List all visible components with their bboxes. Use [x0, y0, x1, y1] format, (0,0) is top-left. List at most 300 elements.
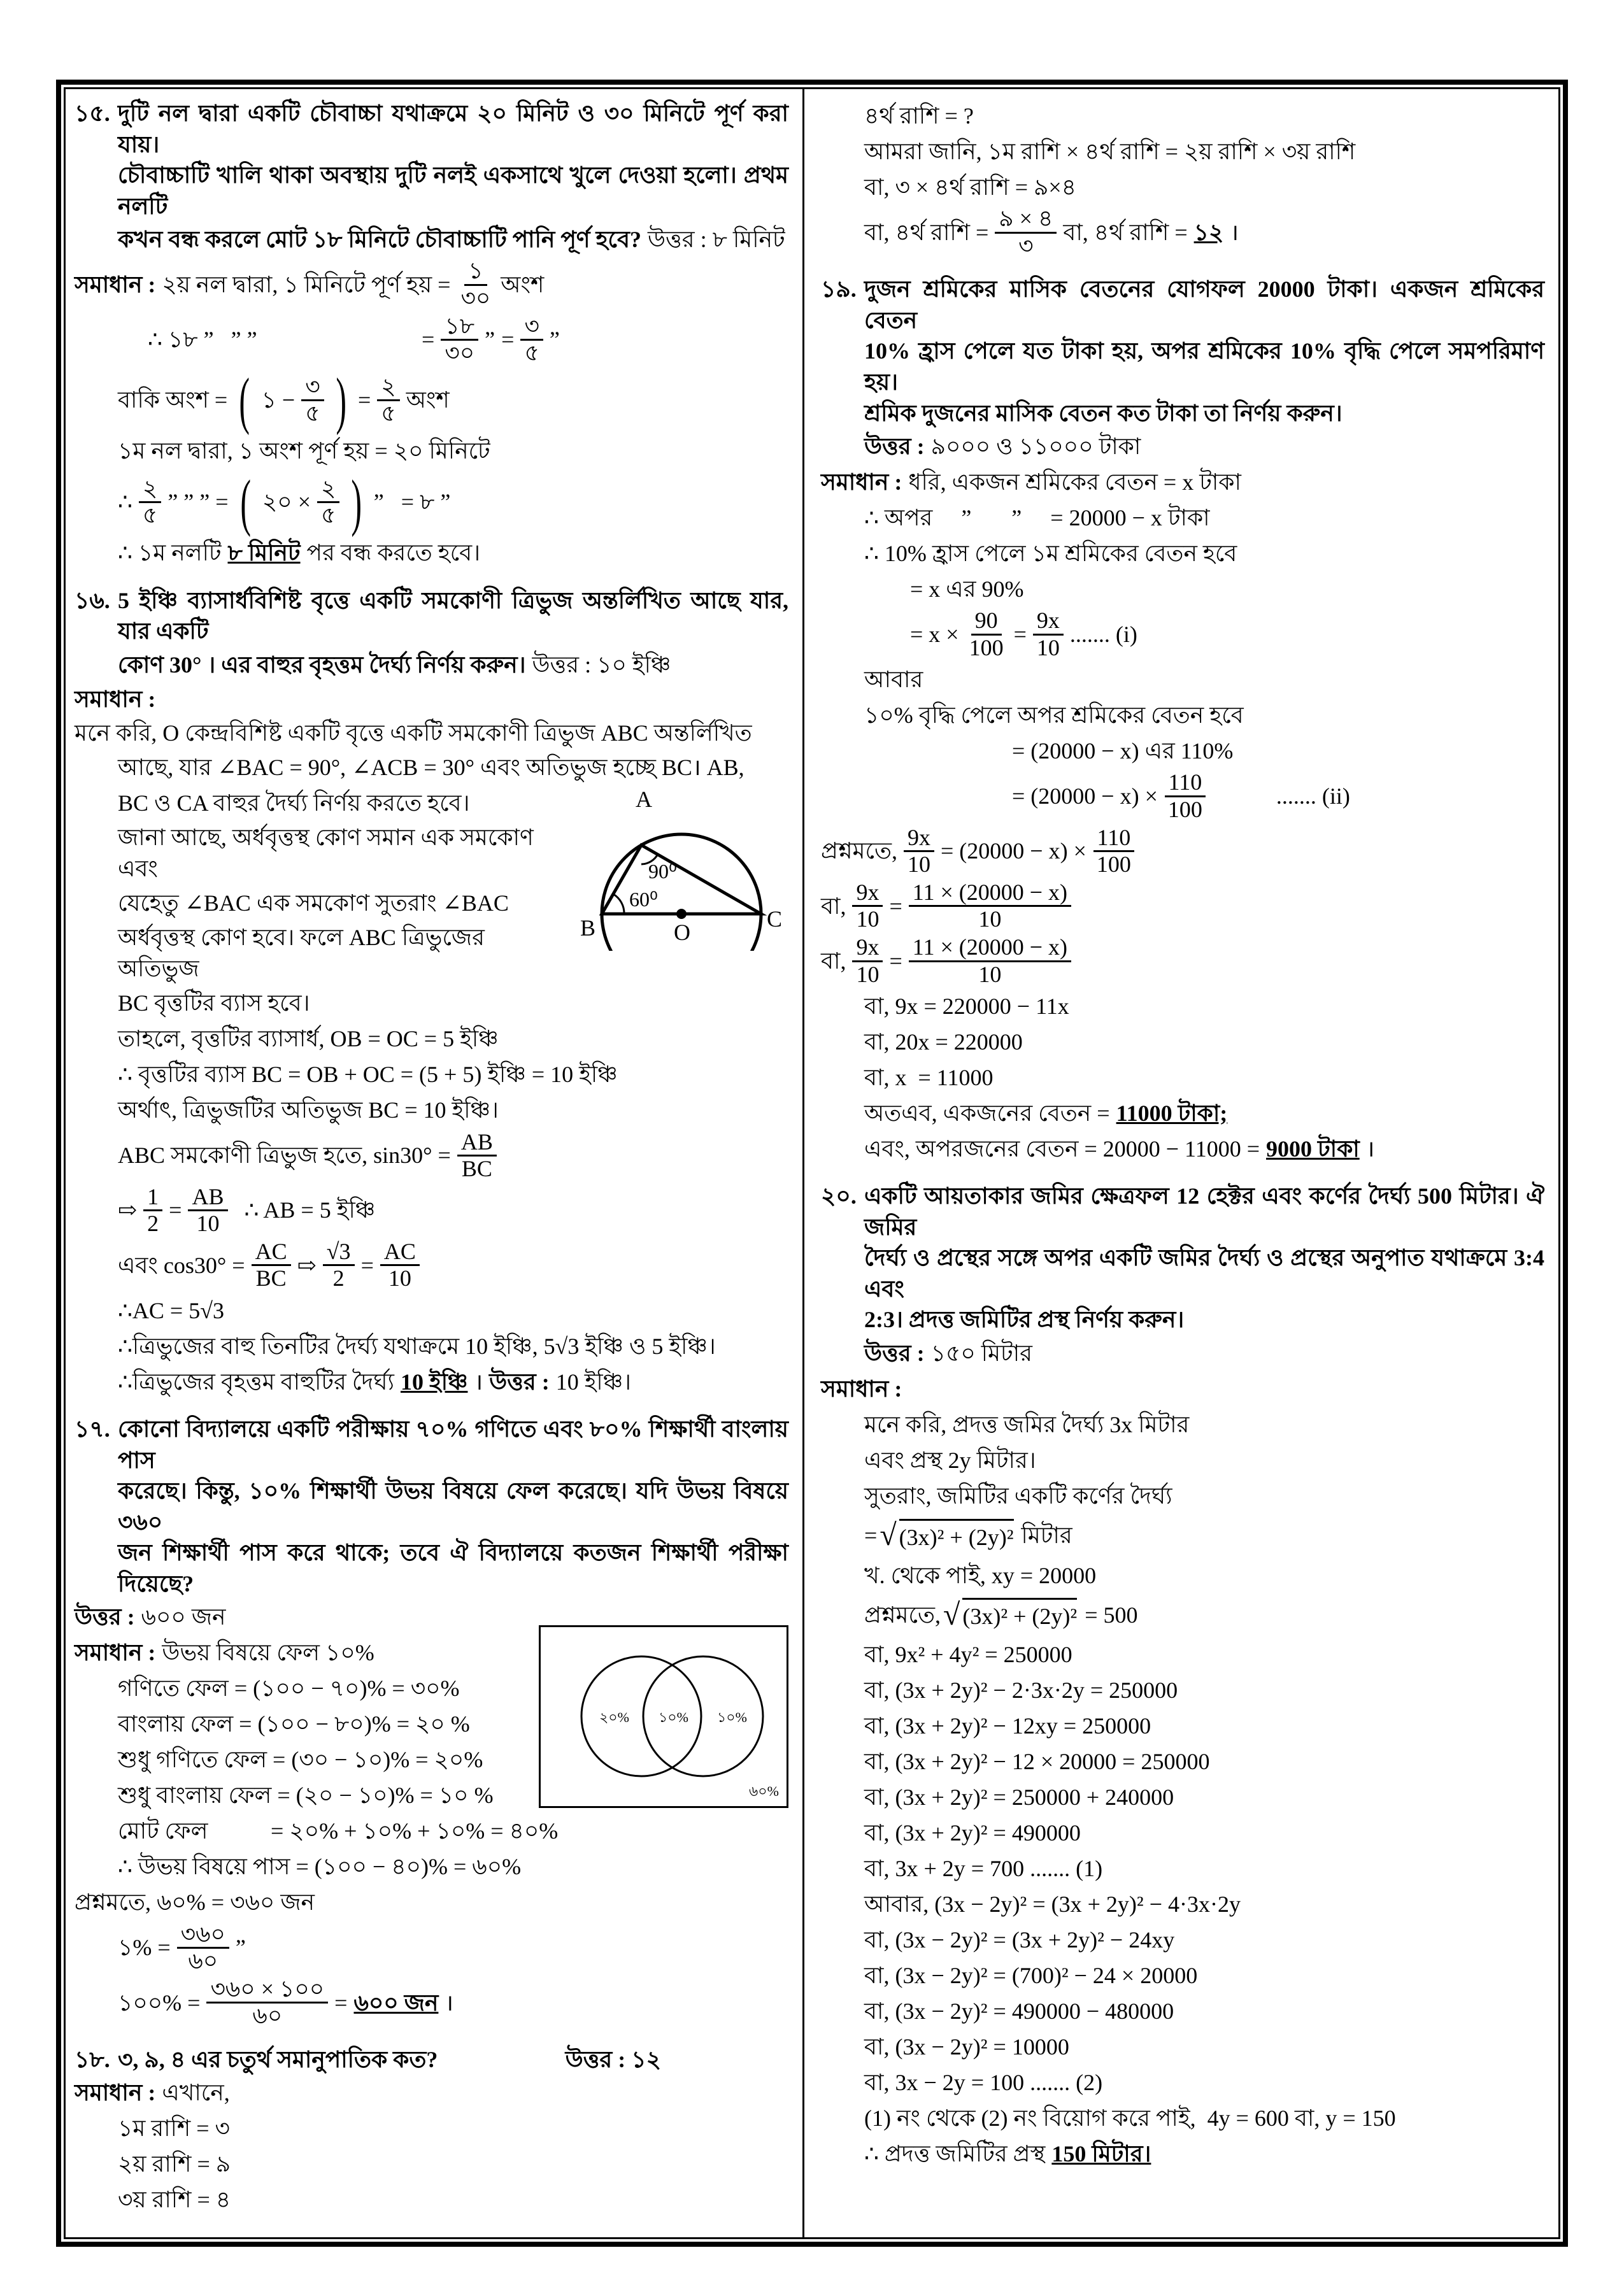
text: আছে, যার ∠BAC = 90°, ∠ACB = 30° এবং অতিভুজ হচ্ছে BC। AB, — [118, 754, 744, 780]
solution-line — [821, 571, 1544, 607]
solution-line — [821, 1780, 1544, 1816]
solution-line — [821, 2065, 1544, 2101]
solution-line — [821, 1637, 1544, 1673]
text: বা, (3x + 2y)² = 490000 — [864, 1820, 1081, 1846]
text: মনে করি, প্রদত্ত জমির দৈর্ঘ্য 3x মিটার — [864, 1411, 1190, 1437]
solution-line — [75, 434, 788, 469]
question-text: কোণ 30° । এর বাহুর বৃহত্তম দৈর্ঘ্য নির্ণয় করুন। — [118, 651, 526, 678]
text: ১% = — [118, 1935, 171, 1961]
solution-line — [118, 921, 568, 985]
fraction: $\frac{110}{100}$ — [1093, 825, 1135, 878]
text: বা, — [821, 948, 846, 974]
solution-line — [821, 1593, 1544, 1637]
solution-line — [75, 1328, 788, 1364]
solution-line — [75, 1707, 529, 1742]
solution-line — [821, 824, 1544, 879]
text: = x এর 90% — [910, 576, 1024, 602]
solution-line — [821, 500, 1544, 536]
solution-line — [75, 1364, 788, 1400]
question-body — [118, 585, 788, 683]
text: বা, (3x + 2y)² − 2·3x·2y = 250000 — [864, 1677, 1178, 1704]
text: জানা আছে, অর্ধবৃত্তস্থ কোণ সমান এক সমকোণ এবং — [118, 825, 534, 881]
question-18 — [75, 2044, 788, 2075]
fraction: $\frac{AB}{10}$ — [188, 1185, 227, 1237]
venn-label-right: ১০% — [717, 1709, 747, 1725]
text: ধরি, একজন শ্রমিকের বেতন = x টাকা — [908, 469, 1241, 495]
solution-line — [821, 733, 1544, 769]
text: ” = ৮ ” — [373, 489, 451, 515]
text: মিটার — [1021, 1523, 1072, 1549]
fraction: $\frac{৩৬০ \times ১০০}{৬০}$ — [206, 1977, 328, 2029]
solution-with-diagram — [75, 785, 788, 1021]
text: বা, ৪র্থ রাশি = — [864, 219, 989, 245]
question-text: 10% হ্রাস পেলে যত টাকা হয়, অপর শ্রমিকের 10% বৃদ্ধি পেলে সমপরিমাণ হয়। — [864, 338, 1544, 395]
question-text: দুজন শ্রমিকের মাসিক বেতনের যোগফল 20000 টাকা। একজন শ্রমিকের বেতন — [864, 276, 1544, 333]
text: বাংলায় ফেল = (১০০ − ৮০)% = ২০ % — [118, 1711, 470, 1737]
text: ১০% বৃদ্ধি পেলে অপর শ্রমিকের বেতন হবে — [864, 702, 1244, 729]
solution-line — [821, 662, 1544, 697]
solution-line — [821, 1407, 1544, 1442]
solution-line — [821, 1744, 1544, 1780]
text: বা, ৩ × ৪র্থ রাশি = ৯×৪ — [864, 174, 1077, 200]
text: ২য় নল দ্বারা, ১ মিনিটে পূর্ণ হয় = — [162, 272, 451, 298]
question-body — [118, 2044, 788, 2075]
text: ∴ত্রিভুজের বাহু তিনটির দৈর্ঘ্য যথাক্রমে 10 ইঞ্চি, 5√3 ইঞ্চি ও 5 ইঞ্চি। — [118, 1333, 716, 1359]
question-text: দৈর্ঘ্য ও প্রস্থের সঙ্গে অপর একটি জমির দৈর্ঘ্য ও প্রস্থের অনুপাত যথাক্রমে 3:4 এবং — [864, 1245, 1544, 1302]
solution-line — [75, 1057, 788, 1093]
text: ∴ বৃত্তটির ব্যাস BC = OB + OC = (5 + 5) ইঞ্চি = 10 ইঞ্চি — [118, 1062, 618, 1088]
question-text: 2:3। প্রদত্ত জমিটির প্রস্থ নির্ণয় করুন। — [864, 1307, 1185, 1333]
text: ∴ AB = 5 ইঞ্চি — [244, 1197, 376, 1223]
text: । — [1230, 219, 1239, 245]
answer-line — [864, 1335, 1544, 1371]
sqrt-icon: √ — [943, 1597, 960, 1632]
underlined-result: 150 মিটার। — [1051, 2141, 1151, 2167]
text: আমরা জানি, ১ম রাশি × ৪র্থ রাশি = ২য় রাশি × ৩য় রাশি — [864, 138, 1356, 164]
solution-line — [75, 1885, 788, 1921]
text: বা, (3x − 2y)² = (3x + 2y)² − 24xy — [864, 1927, 1175, 1953]
underlined-result: 11000 টাকা; — [1116, 1100, 1228, 1126]
text: মোট ফেল — [118, 1818, 208, 1844]
answer-label: উত্তর : — [489, 1369, 550, 1395]
text: = x × — [910, 621, 959, 647]
text: এখানে, — [162, 2080, 230, 2106]
text: এবং, অপরজনের বেতন = 20000 − 11000 = — [864, 1135, 1260, 1162]
text: ....... (i) — [1069, 621, 1137, 647]
fraction: $\frac{২}{৫}$ — [377, 374, 399, 427]
text: বা, (3x + 2y)² − 12xy = 250000 — [864, 1713, 1151, 1739]
solution-line — [75, 1635, 529, 1671]
solution-line — [75, 1021, 788, 1057]
fraction: $\frac{9x}{10}$ — [904, 825, 934, 878]
fraction: $\frac{11 \times (20000 - x)}{10}$ — [909, 880, 1071, 932]
answer: ৬০০ জন — [141, 1604, 226, 1630]
solution-line — [821, 697, 1544, 733]
question-text: একটি আয়তাকার জমির ক্ষেত্রফল 12 হেক্টর এবং কর্ণের দৈর্ঘ্য 500 মিটার। ঐ জমির — [864, 1183, 1544, 1240]
text: শুধু বাংলায় ফেল = (২০ − ১০)% = ১০ % — [118, 1783, 494, 1809]
text: ৩য় রাশি = ৪ — [118, 2187, 231, 2213]
solution-line — [75, 1183, 788, 1238]
solution-line — [75, 1238, 788, 1293]
question-body — [864, 1181, 1544, 1371]
answer-line — [864, 429, 1544, 464]
question-text — [118, 647, 788, 683]
solution-line — [821, 1816, 1544, 1851]
text: প্রশ্নমতে, — [864, 1602, 941, 1628]
text: = — [1013, 621, 1027, 647]
text: অর্ধবৃত্তস্থ কোণ হবে। ফলে ABC ত্রিভুজের অতিভুজ — [118, 925, 485, 981]
text: ∴ত্রিভুজের বৃহত্তম বাহুটির দৈর্ঘ্য — [118, 1369, 394, 1395]
text: সুতরাং, জমিটির একটি কর্ণের দৈর্ঘ্য — [864, 1483, 1172, 1509]
solution-line — [821, 1958, 1544, 1994]
answer: উত্তর : ১২ — [565, 2047, 661, 2072]
label-b: B — [580, 915, 596, 941]
text: বা, (3x − 2y)² = 10000 — [864, 2034, 1069, 2060]
solution-line — [118, 986, 568, 1021]
text: বা, (3x − 2y)² = 490000 − 480000 — [864, 1998, 1174, 2025]
solution-line — [118, 885, 568, 921]
solution-line — [821, 2030, 1544, 2065]
text: = — [169, 1197, 182, 1223]
fraction: $\frac{AC}{BC}$ — [252, 1239, 291, 1292]
text: = — [360, 1252, 374, 1278]
text: অর্থাৎ, ত্রিভুজটির অতিভুজ BC = 10 ইঞ্চি। — [118, 1097, 499, 1123]
text: পর বন্ধ করতে হবে। — [306, 540, 481, 566]
solution-line — [821, 1371, 1544, 1407]
solution-line — [821, 1994, 1544, 2030]
page-border-inner — [64, 87, 1560, 2239]
text: ” — [485, 327, 495, 353]
text: তাহলে, বৃত্তটির ব্যাসার্ধ, OB = OC = 5 ইঞ্চি — [118, 1026, 499, 1052]
text: = — [501, 327, 515, 353]
text: ” — [549, 327, 560, 353]
solution-label: সমাধান : — [75, 1640, 156, 1666]
fraction: $\frac{AC}{10}$ — [380, 1239, 420, 1292]
solution-line — [75, 1093, 788, 1128]
question-text: কোনো বিদ্যালয়ে একটি পরীক্ষায় ৭০% গণিতে এবং ৮০% শিক্ষার্থী বাংলায় পাস — [118, 1416, 788, 1473]
text: = (20000 − x) × — [941, 838, 1086, 864]
question-19 — [821, 274, 1544, 464]
text: বা, (3x + 2y)² = 250000 + 240000 — [864, 1784, 1174, 1811]
answer-line — [75, 1600, 529, 1635]
text: ∴ প্রদত্ত জমিটির প্রস্থ — [864, 2141, 1046, 2167]
text: বা, x = 11000 — [864, 1064, 994, 1090]
solution-line — [821, 1478, 1544, 1514]
solution-line — [821, 879, 1544, 934]
fraction: $\frac{AB}{BC}$ — [457, 1130, 497, 1182]
underlined-result: 9000 টাকা — [1266, 1135, 1360, 1162]
text: বাকি অংশ = — [118, 387, 228, 413]
fraction: $\frac{11 \times (20000 - x)}{10}$ — [909, 935, 1071, 987]
fraction: $\frac{110}{100}$ — [1164, 770, 1206, 822]
solution-with-venn — [75, 1600, 788, 1814]
text: শুধু গণিতে ফেল = (৩০ − ১০)% = ২০% — [118, 1747, 483, 1773]
text: প্রশ্নমতে, — [821, 838, 897, 864]
center-point — [676, 909, 687, 919]
solution-line — [821, 988, 1544, 1024]
answer: ৯০০০ ও ১১০০০ টাকা — [930, 433, 1141, 459]
solution-line — [75, 1128, 788, 1183]
solution-line — [821, 1442, 1544, 1478]
solution-line — [821, 134, 1544, 169]
text: । — [445, 1990, 454, 2016]
solution-line — [821, 169, 1544, 205]
fraction: $\frac{90}{100}$ — [969, 608, 1004, 660]
solution-line — [821, 1673, 1544, 1709]
sqrt-icon: √ — [880, 1518, 897, 1553]
paren: ( — [239, 364, 250, 436]
question-number: ১৭. — [75, 1416, 110, 1442]
venn-label-outside: ৬০% — [749, 1783, 779, 1799]
text: গণিতে ফেল = (১০০ − ৭০)% = ৩০% — [118, 1676, 460, 1702]
text: বা, 20x = 220000 — [864, 1029, 1023, 1055]
solution-text-block — [118, 785, 568, 1021]
question-text: দুটি নল দ্বারা একটি চৌবাচ্চা যথাক্রমে ২০ মিনিট ও ৩০ মিনিটে পূর্ণ করা যায়। — [118, 101, 788, 157]
text: । — [1365, 1135, 1375, 1162]
underlined-result: ৮ মিনিট — [227, 540, 301, 566]
solution-line — [821, 1060, 1544, 1095]
solution-line — [821, 934, 1544, 988]
radicand: (3x)² + (2y)² — [962, 1598, 1077, 1632]
solution-label: সমাধান : — [821, 469, 902, 495]
question-15 — [75, 98, 788, 257]
solution-line — [821, 1558, 1544, 1593]
text: ১ম নল দ্বারা, ১ অংশ পূর্ণ হয় = ২০ মিনিটে — [118, 438, 490, 464]
solution-line — [821, 464, 1544, 500]
fraction: $\frac{২}{৫}$ — [139, 476, 161, 529]
solution-label: সমাধান : — [821, 1376, 902, 1402]
text: ∴ — [118, 489, 132, 515]
solution-line — [75, 536, 788, 571]
question-text: ৩, ৯, ৪ এর চতুর্থ সমানুপাতিক কত? — [118, 2047, 438, 2072]
question-text: চৌবাচ্চাটি খালি থাকা অবস্থায় দুটি নলই একসাথে খুলে দেওয়া হলো। প্রথম নলটি — [118, 162, 788, 219]
text: ৪র্থ রাশি = ? — [864, 103, 974, 129]
venn-label-left: ২০% — [599, 1709, 629, 1725]
paren: ) — [351, 466, 362, 537]
solution-line — [821, 1095, 1544, 1131]
paren: ) — [335, 364, 346, 436]
text: আবার — [864, 667, 923, 693]
fraction: $\frac{১৮}{৩০}$ — [441, 314, 478, 366]
label-a: A — [636, 787, 652, 813]
solution-line — [821, 98, 1544, 134]
fraction: $\frac{৩৬০}{৬০}$ — [177, 1922, 229, 1974]
text: ” ” ” = — [167, 489, 229, 515]
text: অংশ — [406, 387, 450, 413]
solution-line — [75, 313, 788, 367]
text: ∴ 10% হ্রাস পেলে ১ম শ্রমিকের বেতন হবে — [864, 540, 1237, 566]
text: যেহেতু ∠BAC এক সমকোণ সুতরাং ∠BAC — [118, 890, 509, 916]
text: (1) নং থেকে (2) নং বিয়োগ করে পাই, 4y = 600 বা, y = 150 — [864, 2105, 1396, 2132]
solution-text-block — [75, 1600, 529, 1814]
question-text: করেছে। কিন্তু, ১০% শিক্ষার্থী উভয় বিষয়ে ফেল করেছে। যদি উভয় বিষয়ে ৩৬০ — [118, 1478, 788, 1535]
text: বা, 9x = 220000 − 11x — [864, 993, 1069, 1019]
solution-line — [75, 2111, 788, 2147]
solution-label: সমাধান : — [75, 2080, 156, 2106]
solution-line — [821, 607, 1544, 662]
text: BC বৃত্তটির ব্যাস হবে। — [118, 990, 310, 1016]
answer: উত্তর : ১০ ইঞ্চি — [532, 651, 671, 678]
solution-line — [75, 466, 788, 537]
question-20 — [821, 1181, 1544, 1371]
fraction: $\frac{৯ \times ৪}{৩}$ — [995, 206, 1057, 259]
venn-label-middle: ১০% — [659, 1709, 688, 1725]
text: আবার, (3x − 2y)² = (3x + 2y)² − 4·3x·2y — [864, 1891, 1241, 1918]
text: ∴ উভয় বিষয়ে পাস = (১০০ − ৪০)% = ৬০% — [118, 1854, 522, 1880]
fraction: $\frac{√3}{2}$ — [323, 1239, 355, 1292]
text: = — [334, 1990, 348, 2016]
solution-line — [821, 1514, 1544, 1558]
solution-line — [118, 821, 568, 885]
solution-line — [821, 1851, 1544, 1887]
text: বা, (3x + 2y)² − 12 × 20000 = 250000 — [864, 1749, 1210, 1775]
text: = (20000 − x) এর 110% — [1012, 738, 1234, 764]
fraction: $\frac{1}{2}$ — [143, 1185, 162, 1237]
text: = ২০% + ১০% + ১০% = ৪০% — [271, 1818, 559, 1844]
text: ” — [235, 1935, 246, 1961]
text: বা, ৪র্থ রাশি = — [1063, 219, 1188, 245]
page-border-outer — [56, 80, 1568, 2247]
solution-line — [821, 1024, 1544, 1060]
text: ∴AC = 5√3 — [118, 1297, 224, 1323]
text: = — [357, 387, 371, 413]
solution-line — [821, 1923, 1544, 1958]
question-body — [118, 1414, 788, 1600]
underlined-result: 10 ইঞ্চি — [400, 1369, 468, 1395]
text: ∴ ১৮ ” ” ” — [148, 327, 257, 353]
solution-line — [118, 785, 568, 821]
question-16 — [75, 585, 788, 683]
implies-arrow-icon: ⇨ — [297, 1252, 317, 1278]
text: অতএব, একজনের বেতন = — [864, 1100, 1110, 1126]
fraction: $\frac{৩}{৫}$ — [520, 314, 543, 366]
answer-label: উত্তর : — [864, 433, 925, 459]
solution-line — [821, 536, 1544, 571]
fraction: $\frac{9x}{10}$ — [1033, 608, 1064, 660]
question-text: জন শিক্ষার্থী পাস করে থাকে; তবে ঐ বিদ্যালয়ে কতজন শিক্ষার্থী পরীক্ষা দিয়েছে? — [118, 1540, 788, 1597]
solution-line — [75, 1849, 788, 1885]
solution-line — [75, 2182, 788, 2218]
text: ২য় রাশি = ৯ — [118, 2151, 231, 2177]
fraction: $\frac{১}{৩০}$ — [460, 258, 491, 311]
text: = 500 — [1085, 1602, 1138, 1628]
solution-line — [821, 2101, 1544, 2137]
text: বা, 9x² + 4y² = 250000 — [864, 1642, 1072, 1668]
solution-line — [75, 2147, 788, 2182]
right-column — [804, 89, 1558, 2237]
label-o: O — [674, 920, 690, 946]
text: বা, (3x − 2y)² = (700)² − 24 × 20000 — [864, 1963, 1198, 1989]
question-text: 5 ইঞ্চি ব্যাসার্ধবিশিষ্ট বৃত্তে একটি সমকোণী ত্রিভুজ অন্তর্লিখিত আছে যার, যার একটি — [118, 587, 788, 644]
solution-line — [75, 1975, 788, 2030]
answer-label: উত্তর : — [75, 1604, 135, 1630]
text: প্রশ্নমতে, ৬০% = ৩৬০ জন — [75, 1890, 315, 1916]
question-text — [118, 222, 788, 257]
solution-label: সমাধান : — [75, 272, 156, 298]
solution-line — [75, 2075, 788, 2111]
text: = — [864, 1523, 878, 1549]
solution-line — [75, 364, 788, 436]
answer: 10 ইঞ্চি। — [555, 1369, 632, 1395]
text: ....... (ii) — [1276, 783, 1350, 809]
answer-label: উত্তর : — [864, 1340, 925, 1366]
text: ABC সমকোণী ত্রিভুজ হতে, sin30° = — [118, 1142, 451, 1169]
text: ১ − — [261, 387, 296, 413]
question-number: ১৬. — [75, 587, 110, 613]
text: = — [889, 893, 902, 919]
underlined-result: ৬০০ জন — [353, 1990, 439, 2016]
text: খ. থেকে পাই, xy = 20000 — [864, 1562, 1097, 1588]
angle-arc-b — [613, 894, 624, 914]
text: BC ও CA বাহুর দৈর্ঘ্য নির্ণয় করতে হবে। — [118, 790, 470, 816]
fraction: $\frac{২}{৫}$ — [317, 476, 339, 529]
solution-line — [821, 1887, 1544, 1923]
solution-line — [821, 769, 1544, 823]
question-body — [864, 274, 1544, 464]
solution-line — [821, 1709, 1544, 1744]
label-angle-90: 90⁰ — [648, 860, 677, 883]
text: বা, — [821, 893, 846, 919]
fraction: $\frac{৩}{৫}$ — [301, 374, 324, 427]
text: ∴ অপর ” ” = 20000 − x টাকা — [864, 504, 1210, 530]
circle-triangle-diagram — [578, 785, 788, 951]
implies-arrow-icon: ⇨ — [118, 1197, 138, 1223]
text: অংশ — [501, 272, 545, 298]
solution-line — [75, 683, 788, 750]
question-number: ১৫. — [75, 101, 110, 126]
solution-line — [75, 750, 788, 785]
text: এবং প্রস্থ 2y মিটার। — [864, 1447, 1036, 1473]
solution-line — [75, 1921, 788, 1975]
text: = — [422, 327, 435, 353]
text: এবং cos30° = — [118, 1252, 245, 1278]
question-text: শ্রমিক দুজনের মাসিক বেতন কত টাকা তা নির্ণয় করুন। — [864, 400, 1343, 426]
label-angle-60: 60⁰ — [629, 888, 658, 911]
question-number: ২০. — [821, 1183, 857, 1209]
solution-label: সমাধান : — [75, 686, 156, 712]
fraction: $\frac{9x}{10}$ — [852, 935, 883, 987]
text: ∴ ১ম নলটি — [118, 540, 222, 566]
paren: ( — [239, 466, 251, 537]
text: মনে করি, O কেন্দ্রবিশিষ্ট একটি বৃত্তে একটি সমকোণী ত্রিভুজ ABC অন্তর্লিখিত — [75, 720, 752, 746]
answer: ১৫০ মিটার — [930, 1340, 1032, 1366]
text: = (20000 − x) × — [1012, 783, 1158, 809]
solution-line — [821, 2137, 1544, 2172]
left-column — [66, 89, 804, 2237]
text: = — [889, 948, 902, 974]
solution-line — [75, 257, 788, 312]
solution-line — [75, 1671, 529, 1707]
text: ২০ × — [262, 489, 311, 515]
question-text: কখন বন্ধ করলে মোট ১৮ মিনিটে চৌবাচ্চাটি পানি পূর্ণ হবে? — [118, 227, 641, 253]
text: ১০০% = — [118, 1990, 201, 2016]
text: বা, 3x + 2y = 700 ....... (1) — [864, 1856, 1103, 1882]
question-number: ১৮. — [75, 2047, 110, 2072]
text: উভয় বিষয়ে ফেল ১০% — [162, 1640, 374, 1666]
solution-line — [75, 1778, 529, 1814]
venn-diagram — [539, 1625, 788, 1808]
solution-line — [75, 1742, 529, 1778]
solution-line — [821, 205, 1544, 260]
text: বা, 3x − 2y = 100 ....... (2) — [864, 2070, 1103, 2096]
question-17 — [75, 1414, 788, 1600]
solution-line — [75, 1814, 788, 1849]
underlined-result: ১২ — [1193, 219, 1224, 245]
question-body — [118, 98, 788, 257]
solution-line — [75, 1293, 788, 1328]
radicand: (3x)² + (2y)² — [899, 1519, 1014, 1553]
fraction: $\frac{9x}{10}$ — [852, 880, 883, 932]
